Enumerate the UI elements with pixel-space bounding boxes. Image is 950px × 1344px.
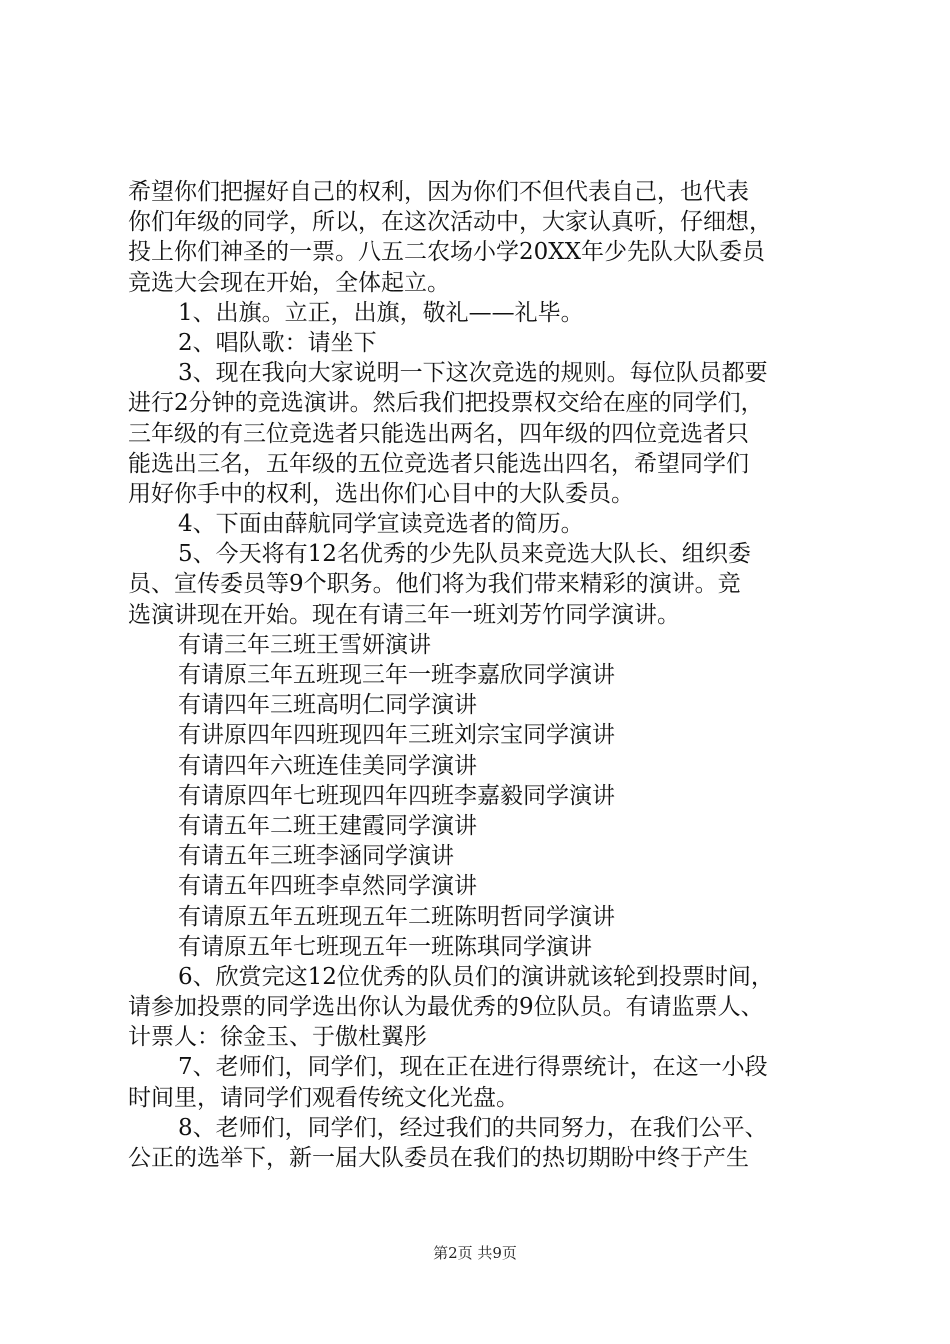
text-line: 有请原四年七班现四年四班李嘉毅同学演讲 [178,782,615,809]
text-line: 希望你们把握好自己的权利，因为你们不但代表自己，也代表 [128,179,749,205]
text-line: 有请五年三班李涵同学演讲 [178,843,454,870]
text-line: 有请四年三班高明仁同学演讲 [178,692,477,719]
text-line: 4、下面由薛航同学宣读竞选者的简历。 [178,511,584,538]
text-line: 有请五年二班王建霞同学演讲 [178,812,477,839]
page-footer: 第2页 共9页 [433,1244,517,1262]
text-line: 有请原五年七班现五年一班陈琪同学演讲 [178,933,592,960]
text-line: 用好你手中的权利，选出你们心目中的大队委员。 [128,480,634,507]
document-body [128,177,834,1173]
text-line: 有请四年六班连佳美同学演讲 [178,752,477,779]
text-line: 有讲原四年四班现四年三班刘宗宝同学演讲 [178,722,615,749]
text-line: 能选出三名，五年级的五位竞选者只能选出四名，希望同学们 [128,450,749,477]
text-line: 3、现在我向大家说明一下这次竞选的规则。每位队员都要 [178,360,768,387]
text-line: 公正的选举下，新一届大队委员在我们的热切期盼中终于产生 [128,1145,749,1171]
text-line: 投上你们神圣的一票。八五二农场小学20XX年少先队大队委员 [128,239,766,266]
text-line: 请参加投票的同学选出你认为最优秀的9位队员。有请监票人、 [128,994,764,1021]
text-line: 2、唱队歌：请坐下 [178,329,377,356]
text-line: 你们年级的同学，所以，在这次活动中，大家认真听，仔细想， [128,209,772,236]
text-line: 有请三年三班王雪妍演讲 [178,631,431,658]
text-line: 选演讲现在开始。现在有请三年一班刘芳竹同学演讲。 [128,601,680,628]
text-line: 8、老师们，同学们，经过我们的共同努力，在我们公平、 [178,1114,768,1141]
text-line: 进行2分钟的竞选演讲。然后我们把投票权交给在座的同学们， [128,390,764,417]
text-line: 6、欣赏完这12位优秀的队员们的演讲就该轮到投票时间， [178,963,774,990]
text-line: 1、出旗。立正，出旗，敬礼——礼毕。 [178,299,584,326]
text-line: 有请原三年五班现三年一班李嘉欣同学演讲 [178,662,615,688]
text-line: 有请五年四班李卓然同学演讲 [178,873,477,900]
text-line: 员、宣传委员等9个职务。他们将为我们带来精彩的演讲。竞 [128,571,741,598]
text-line: 有请原五年五班现五年二班陈明哲同学演讲 [178,903,615,930]
text-line: 计票人：徐金玉、于傲杜翼彤 [128,1024,427,1051]
text-line: 竞选大会现在开始，全体起立。 [128,269,450,296]
text-line: 时间里，请同学们观看传统文化光盘。 [128,1084,519,1111]
text-line: 三年级的有三位竞选者只能选出两名，四年级的四位竞选者只 [128,420,749,447]
text-line: 5、今天将有12名优秀的少先队员来竞选大队长、组织委 [178,541,751,568]
text-line: 7、老师们，同学们，现在正在进行得票统计，在这一小段 [178,1054,768,1081]
